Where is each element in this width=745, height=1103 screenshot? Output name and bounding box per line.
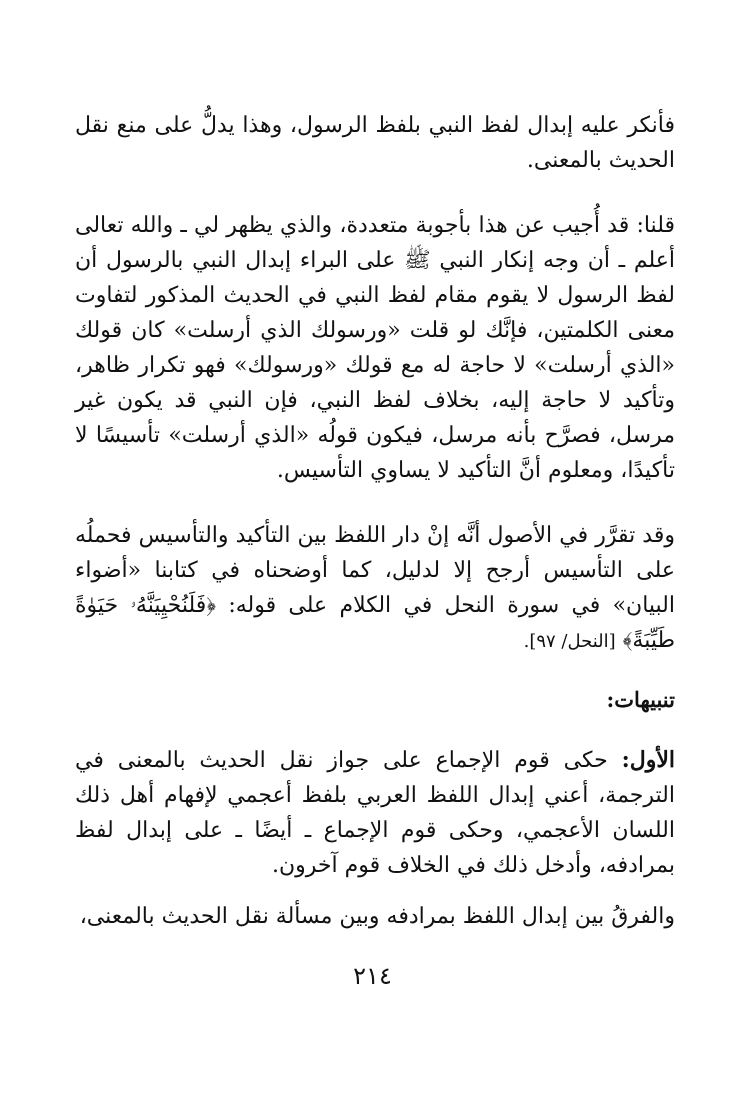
paragraph-5: والفرقُ بين إبدال اللفظ بمرادفه وبين مسألة نقل الحديث بالمعنى،	[79, 904, 675, 929]
page-number: ٢١٤	[353, 962, 392, 990]
paragraph-4-text: حكى قوم الإجماع على جواز نقل الحديث بالمعنى في الترجمة، أعني إبدال اللفظ العربي بلفظ أعجمي لإفهام أهل ذلك اللسان الأعجمي، وحكى قوم الإجماع ـ أيضًا ـ على إبدال لفظ بمرادفه، وأدخل ذلك في الخلاف قوم آخرون.	[75, 748, 675, 878]
quran-verse: ﴿فَلَنُحْيِيَنَّهُۥ حَيَوٰةً طَيِّبَةً﴾	[75, 593, 675, 653]
section-heading: تنبيهات:	[606, 687, 675, 712]
paragraph-4	[75, 743, 675, 883]
paragraph-2: قلنا: قد أُجيب عن هذا بأجوبة متعددة، والذي يظهر لي ـ والله تعالى أعلم ـ أن وجه إنكار النبي ﷺ على البراء إبدال النبي بالرسول أن لفظ الرسول لا يقوم مقام لفظ النبي في الحديث المذكور لتفاوت معنى الكلمتين، فإنَّك لو قلت «ورسولك الذي أرسلت» كان قولك «الذي أرسلت» لا حاجة له مع قولك «ورسولك» فهو تكرار ظاهر، وتأكيد لا حاجة إليه، بخلاف لفظ النبي، فإن النبي قد يكون غير مرسل، فصرَّح بأنه مرسل، فيكون قولُه «الذي أرسلت» تأسيسًا لا تأكيدًا، ومعلوم أنَّ التأكيد لا يساوي التأسيس.	[75, 213, 675, 483]
paragraph-1: فأنكر عليه إبدال لفظ النبي بلفظ الرسول، وهذا يدلُّ على منع نقل الحديث بالمعنى.	[75, 113, 675, 173]
verse-reference: [النحل/ ٩٧].	[523, 631, 616, 652]
page-body	[75, 108, 675, 934]
paragraph-4-lead: الأول:	[621, 747, 675, 773]
paragraph-3-text: وقد تقرَّر في الأصول أنَّه إنْ دار اللفظ بين التأكيد والتأسيس فحملُه على التأسيس أرجح إلا لدليل، كما أوضحناه في كتابنا «أضواء البيان» في سورة النحل في الكلام على قوله:	[75, 523, 675, 618]
paragraph-3	[75, 518, 675, 659]
